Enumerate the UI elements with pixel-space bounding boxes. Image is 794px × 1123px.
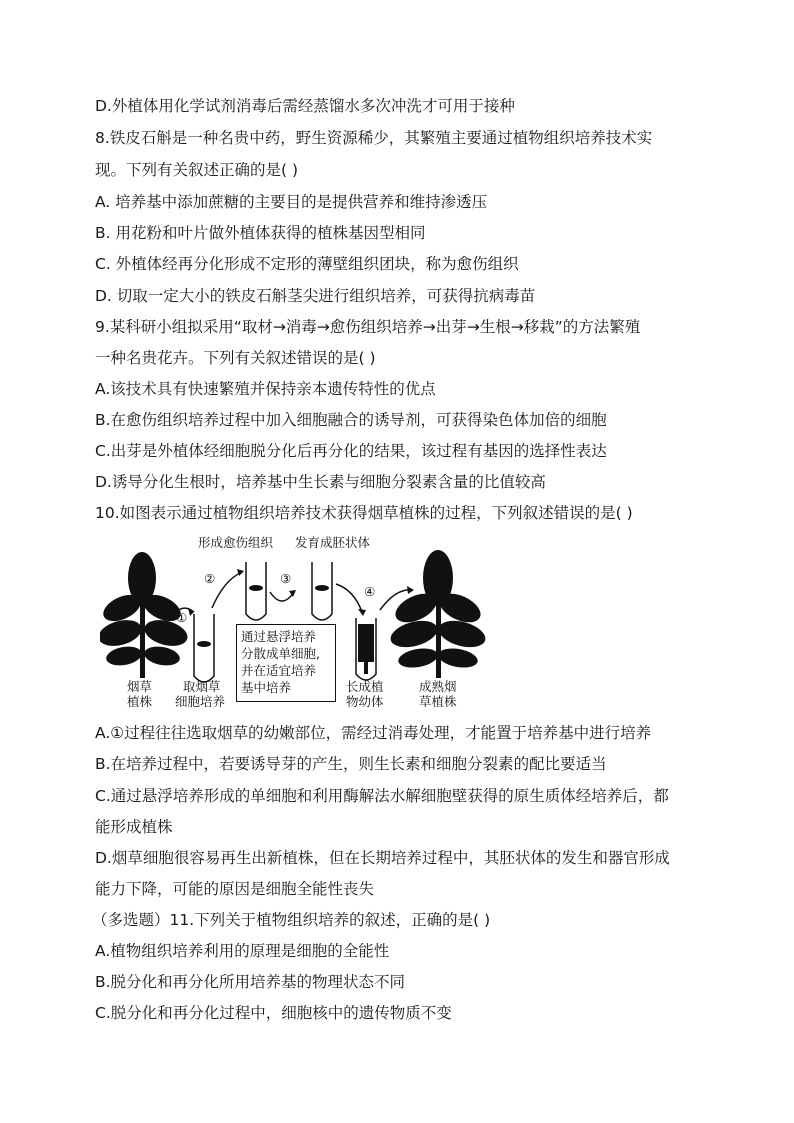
question-9-stem: 9.某科研小组拟采用“取材→消毒→愈伤组织培养→出芽→生根→移栽”的方法繁殖 xyxy=(95,318,641,336)
test-tube-1-icon xyxy=(194,614,214,682)
note-line: 通过悬浮培养 xyxy=(241,629,317,644)
step-1-marker: ① xyxy=(176,610,188,625)
question-11-stem: （多选题）11.下列关于植物组织培养的叙述，正确的是( ) xyxy=(92,911,491,929)
option-8d: D. 切取一定大小的铁皮石斛茎尖进行组织培养，可获得抗病毒苗 xyxy=(95,287,536,305)
option-11b: B.脱分化和再分化所用培养基的物理状态不同 xyxy=(95,973,406,991)
option-10c-cont: 能形成植株 xyxy=(95,818,173,836)
question-8-stem-cont: 现。下列有关叙述正确的是( ) xyxy=(95,161,299,179)
label-seedling-line1: 长成植 xyxy=(346,679,384,694)
suspension-culture-note xyxy=(236,624,336,702)
tissue-culture-diagram xyxy=(100,528,500,718)
note-line: 并在适宜培养 xyxy=(241,663,317,678)
option-9c: C.出芽是外植体经细胞脱分化后再分化的结果，该过程有基因的选择性表达 xyxy=(95,442,607,460)
label-tube1-line2: 细胞培养 xyxy=(175,694,226,709)
option-10b: B.在培养过程中，若要诱导芽的产生，则生长素和细胞分裂素的配比要适当 xyxy=(95,755,607,773)
step-3-marker: ③ xyxy=(280,571,292,586)
option-11a: A.植物组织培养利用的原理是细胞的全能性 xyxy=(95,942,390,960)
text-line: D.外植体用化学试剂消毒后需经蒸馏水多次冲洗才可用于接种 xyxy=(95,97,515,115)
question-8-stem: 8.铁皮石斛是一种名贵中药，野生资源稀少，其繁殖主要通过植物组织培养技术实 xyxy=(95,129,653,147)
label-mature-plant-line1: 成熟烟 xyxy=(419,679,457,694)
arrow-step-4 xyxy=(336,584,362,612)
label-callus: 形成愈伤组织 xyxy=(198,535,274,550)
option-8c: C. 外植体经再分化形成不定形的薄壁组织团块，称为愈伤组织 xyxy=(95,255,519,273)
label-tube1-line1: 取烟草 xyxy=(183,679,221,694)
test-tube-3-icon xyxy=(312,562,332,620)
note-line: 分散成单细胞, xyxy=(241,646,320,661)
step-2-marker: ② xyxy=(204,571,216,586)
label-tobacco-plant-line2: 植株 xyxy=(127,694,153,709)
label-tobacco-plant-line1: 烟草 xyxy=(127,679,153,694)
seedling-tube-icon xyxy=(356,618,376,680)
arrow-step-2 xyxy=(212,572,242,608)
option-10d: D.烟草细胞很容易再生出新植株，但在长期培养过程中，其胚状体的发生和器官形成 xyxy=(95,849,670,867)
option-11c: C.脱分化和再分化过程中，细胞核中的遗传物质不变 xyxy=(95,1004,452,1022)
note-line: 基中培养 xyxy=(241,680,292,695)
label-mature-plant-line2: 草植株 xyxy=(419,694,457,709)
option-9a: A.该技术具有快速繁殖并保持亲本遗传特性的优点 xyxy=(95,380,436,398)
label-seedling-line2: 物幼体 xyxy=(346,694,384,709)
option-10d-cont: 能力下降，可能的原因是细胞全能性丧失 xyxy=(95,880,375,898)
option-10c: C.通过悬浮培养形成的单细胞和利用酶解法水解细胞壁获得的原生质体经培养后，都 xyxy=(95,787,669,805)
option-9d: D.诱导分化生根时，培养基中生长素与细胞分裂素含量的比值较高 xyxy=(95,473,546,491)
tobacco-plant-right-icon xyxy=(388,550,489,678)
option-10a: A.①过程往往选取烟草的幼嫩部位，需经过消毒处理，才能置于培养基中进行培养 xyxy=(95,724,652,742)
question-9-stem-cont: 一种名贵花卉。下列有关叙述错误的是( ) xyxy=(95,349,376,367)
option-8b: B. 用花粉和叶片做外植体获得的植株基因型相同 xyxy=(95,224,426,242)
question-10-stem: 10.如图表示通过植物组织培养技术获得烟草植株的过程，下列叙述错误的是( ) xyxy=(95,504,633,522)
step-4-marker: ④ xyxy=(364,584,376,599)
arrow-step-3 xyxy=(270,592,294,601)
label-embryoid: 发育成胚状体 xyxy=(295,535,371,550)
test-tube-2-icon xyxy=(246,562,266,620)
option-8a: A. 培养基中添加蔗糖的主要目的是提供营养和维持渗透压 xyxy=(95,193,488,211)
option-9b: B.在愈伤组织培养过程中加入细胞融合的诱导剂，可获得染色体加倍的细胞 xyxy=(95,411,607,429)
